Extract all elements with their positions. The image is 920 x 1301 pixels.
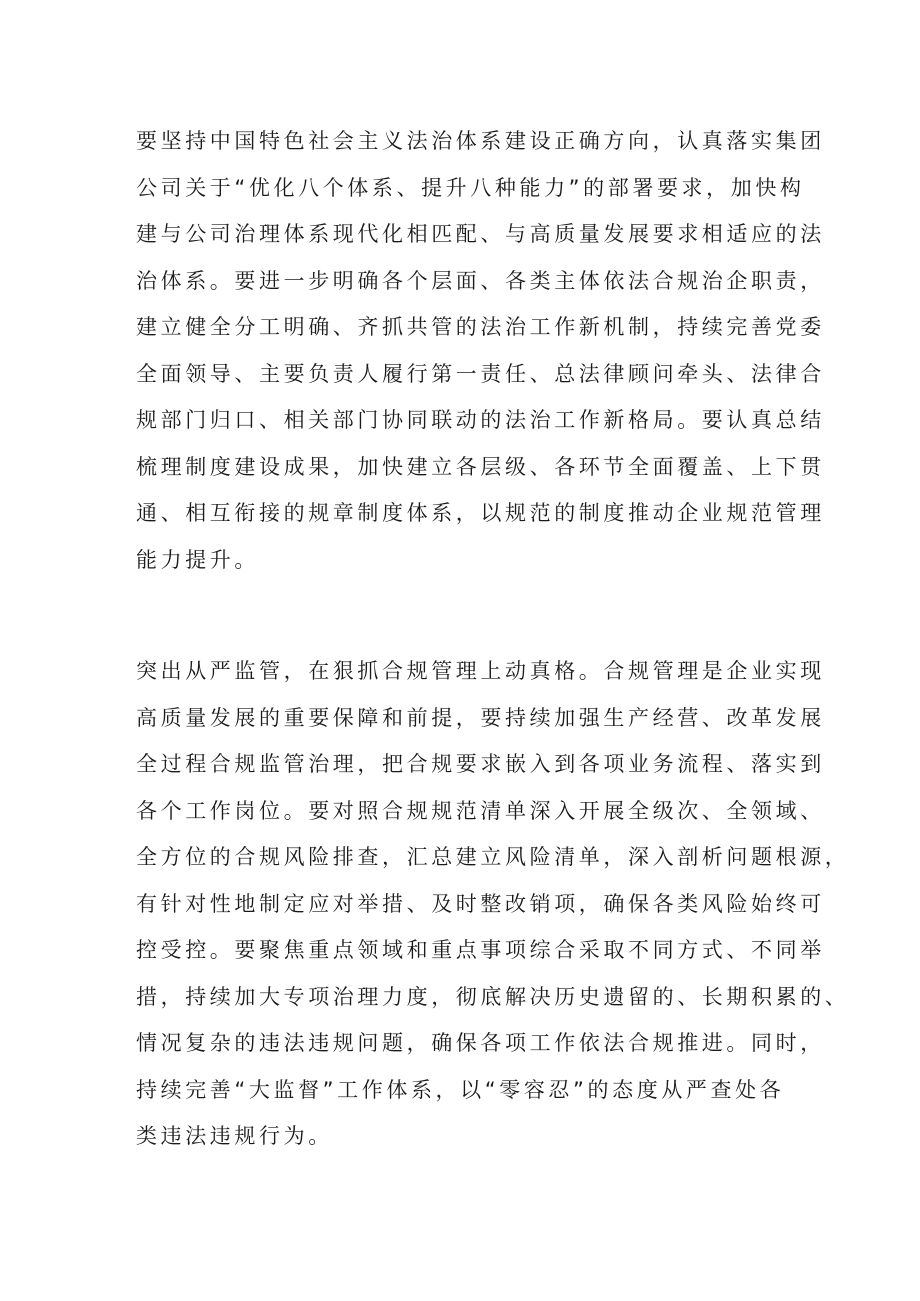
paragraph-line: 建与公司治理体系现代化相匹配、与高质量发展要求相适应的法 [136, 222, 825, 246]
paragraph-line: 持续完善“大监督”工作体系，以“零容忍”的态度从严查处各 [136, 1077, 785, 1102]
paragraph-line: 突出从严监管，在狠抓合规管理上动真格。合规管理是企业实现 [136, 659, 825, 683]
paragraph-line: 全过程合规监管治理，把合规要求嵌入到各项业务流程、落实到 [136, 752, 825, 776]
paragraph-line: 高质量发展的重要保障和前提，要持续加强生产经营、改革发展 [136, 705, 825, 730]
paragraph-line: 措，持续加大专项治理力度，彻底解决历史遗留的、长期积累的、 [136, 984, 850, 1009]
paragraph-line: 能力提升。 [136, 547, 259, 572]
paragraph-line: 各个工作岗位。要对照合规规范清单深入开展全级次、全领域、 [136, 798, 825, 823]
paragraph-line: 规部门归口、相关部门协同联动的法治工作新格局。要认真总结 [136, 408, 825, 432]
paragraph-line: 治体系。要进一步明确各个层面、各类主体依法合规治企职责， [136, 268, 825, 293]
paragraph-line: 公司关于“优化八个体系、提升八种能力”的部署要求，加快构 [136, 175, 805, 200]
paragraph-line: 情况复杂的违法违规问题，确保各项工作依法合规推进。同时， [136, 1031, 825, 1055]
paragraph-line: 有针对性地制定应对举措、及时整改销项，确保各类风险始终可 [136, 891, 825, 916]
paragraph-line: 梳理制度建设成果，加快建立各层级、各环节全面覆盖、上下贯 [136, 454, 825, 479]
paragraph-line: 要坚持中国特色社会主义法治体系建设正确方向，认真落实集团 [136, 129, 825, 153]
paragraph-line: 类违法违规行为。 [136, 1124, 333, 1148]
paragraph-line: 通、相互衔接的规章制度体系，以规范的制度推动企业规范管理 [136, 501, 825, 525]
paragraph-rule-of-law-system [136, 118, 825, 583]
paragraph-compliance-supervision [136, 648, 849, 1160]
paragraph-line: 全面领导、主要负责人履行第一责任、总法律顾问牵头、法律合 [136, 361, 825, 386]
paragraph-line: 全方位的合规风险排查，汇总建立风险清单，深入剖析问题根源， [136, 845, 850, 869]
paragraph-line: 控受控。要聚焦重点领域和重点事项综合采取不同方式、不同举 [136, 938, 825, 962]
paragraph-line: 建立健全分工明确、齐抓共管的法治工作新机制，持续完善党委 [136, 315, 825, 339]
